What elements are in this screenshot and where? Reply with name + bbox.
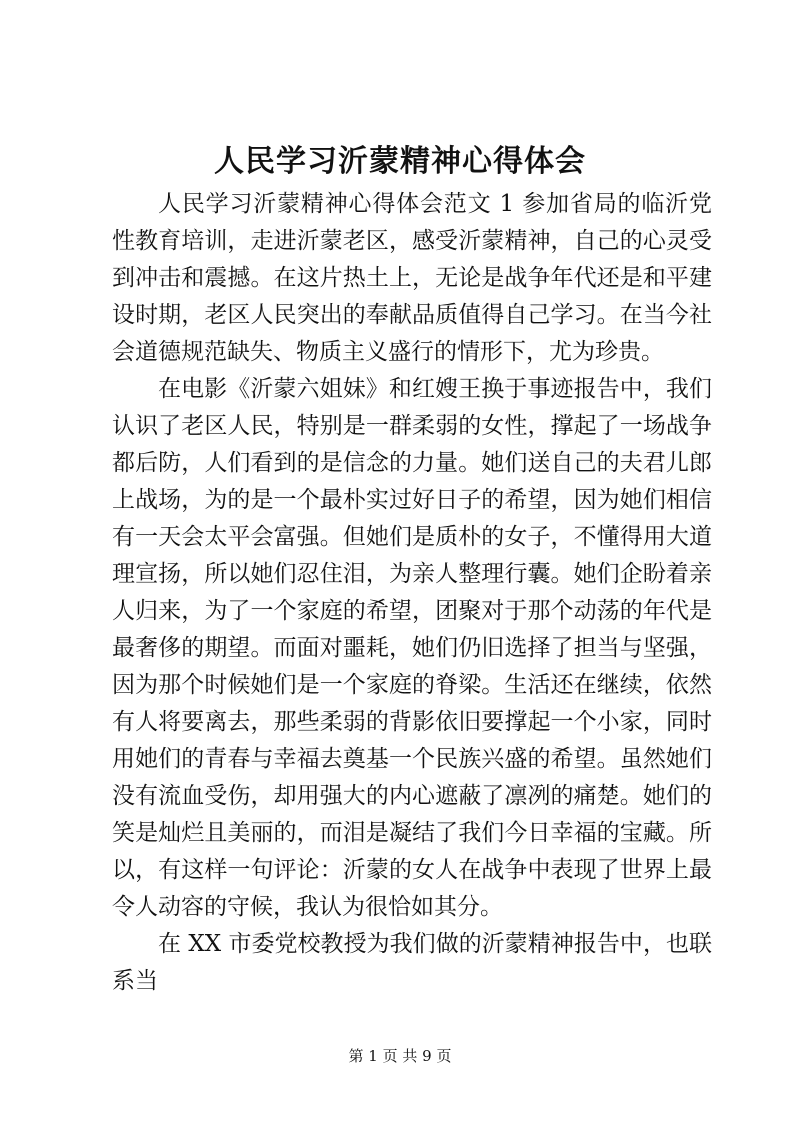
document-body <box>112 186 712 1000</box>
paragraph-3: 在 XX 市委党校教授为我们做的沂蒙精神报告中，也联系当 <box>112 931 712 994</box>
paragraph-2: 在电影《沂蒙六姐妹》和红嫂王换于事迹报告中，我们认识了老区人民，特别是一群柔弱的女性，撑起了一场战争都后防，人们看到的是信念的力量。她们送自己的夫君儿郎上战场，为的是一个最朴实过好日子的希望，因为她们相信有一天会太平会富强。但她们是质朴的女子，不懂得用大道理宣扬，所以她们忍住泪，为亲人整理行囊。她们企盼着亲人归来，为了一个家庭的希望，团聚对于那个动荡的年代是最奢侈的期望。而面对噩耗，她们仍旧选择了担当与坚强，因为那个时候她们是一个家庭的脊梁。生活还在继续，依然有人将要离去，那些柔弱的背影依旧要撑起一个小家，同时用她们的青春与幸福去奠基一个民族兴盛的希望。虽然她们没有流血受伤，却用强大的内心遮蔽了凛冽的痛楚。她们的笑是灿烂且美丽的，而泪是凝结了我们今日幸福的宝藏。所以，有这样一句评论：沂蒙的女人在战争中表现了世界上最令人动容的守候，我认为很恰如其分。 <box>112 376 712 920</box>
page-number: 第 1 页 共 9 页 <box>348 1047 452 1065</box>
paragraph-1: 人民学习沂蒙精神心得体会范文 1 参加省局的临沂党性教育培训，走进沂蒙老区，感受沂蒙精神，自己的心灵受到冲击和震撼。在这片热土上，无论是战争年代还是和平建设时期，老区人民突出的奉献品质值得自己学习。在当今社会道德规范缺失、物质主义盛行的情形下，尤为珍贵。 <box>112 191 712 365</box>
document-title: 人民学习沂蒙精神心得体会 <box>214 144 586 179</box>
